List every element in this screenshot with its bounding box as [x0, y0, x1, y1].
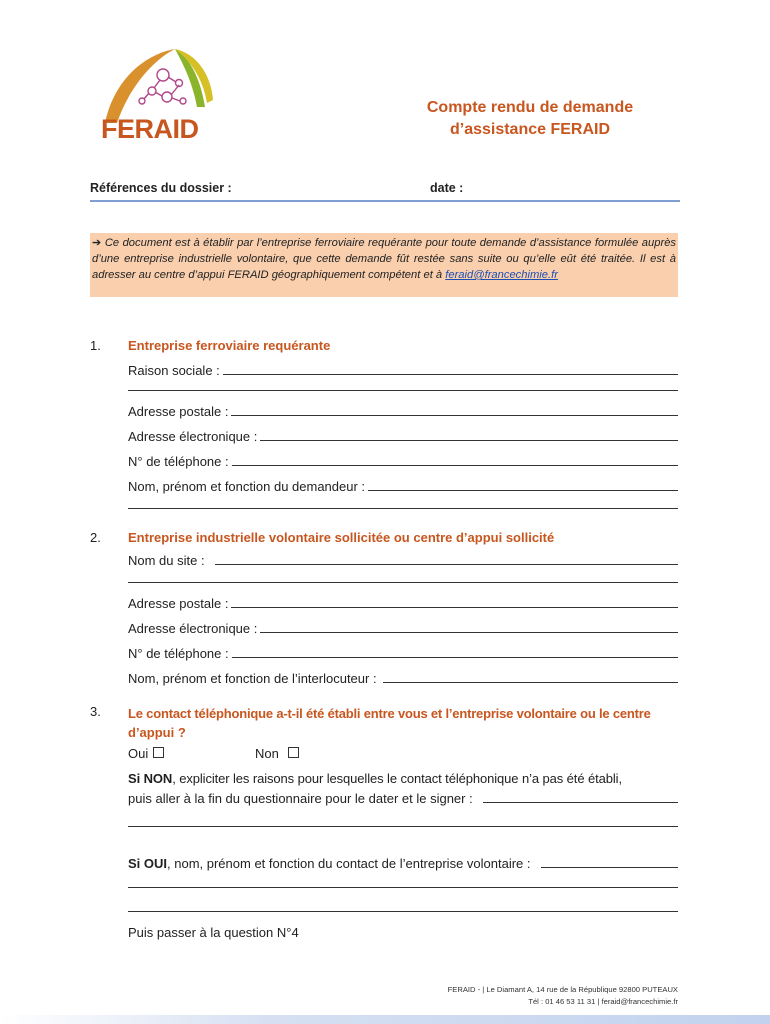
date-label: date : — [430, 181, 464, 195]
section-3-title-line-1: Le contact téléphonique a-t-il été établi entre vous et l’entreprise volontaire ou le centre — [128, 706, 651, 721]
section-3-title-line-2: d’appui ? — [128, 725, 186, 740]
field-line — [541, 866, 679, 868]
arrow-icon: ➔ — [92, 237, 102, 249]
field-label: Adresse postale : — [128, 596, 229, 611]
field-adresse-electronique-2[interactable] — [128, 621, 678, 636]
si-oui-text: , nom, prénom et fonction du contact de l’entreprise volontaire : — [167, 856, 531, 871]
field-demandeur[interactable] — [128, 479, 678, 494]
field-raison-sociale[interactable] — [128, 363, 678, 378]
non-label: Non — [255, 746, 279, 761]
field-telephone[interactable] — [128, 454, 678, 469]
si-oui-bold: Si OUI — [128, 856, 168, 871]
notice-email-link[interactable]: feraid@francechimie.fr — [445, 269, 558, 281]
title-line-2: d’assistance FERAID — [449, 121, 611, 138]
continuation-line — [128, 911, 678, 912]
oui-option[interactable] — [128, 746, 164, 761]
field-adresse-postale[interactable] — [128, 404, 678, 419]
field-label: Nom, prénom et fonction de l’interlocuteur : — [128, 671, 377, 686]
document-title — [400, 97, 660, 141]
notice-text: Ce document est à établir par l’entreprise ferroviaire requérante pour toute demande d’assistance formulée auprès d’une entreprise industrielle volontaire, que cette demande fût restée sans suite ou qu’elle eût été traitée. Il est à adresser au centre d’appui FERAID géographiquement compétent et à — [92, 237, 677, 281]
field-label: Adresse électronique : — [128, 621, 258, 636]
field-line — [368, 489, 678, 491]
field-label: Adresse postale : — [128, 404, 229, 419]
section-1-title: Entreprise ferroviaire requérante — [128, 338, 331, 353]
next-question-instruction: Puis passer à la question N°4 — [128, 925, 299, 940]
oui-checkbox[interactable] — [153, 747, 164, 758]
footer-address: FERAID - | Le Diamant A, 14 rue de la République 92800 PUTEAUX — [447, 985, 678, 994]
logo-wordmark: FERAID — [101, 114, 199, 144]
field-telephone-2[interactable] — [128, 646, 678, 661]
references-divider — [90, 200, 680, 202]
footer-contact: Tél : 01 46 53 11 31 | feraid@francechimie.fr — [528, 997, 678, 1006]
field-si-oui[interactable] — [128, 856, 678, 871]
field-line — [232, 656, 678, 658]
field-line — [260, 439, 678, 441]
field-label: N° de téléphone : — [128, 646, 229, 661]
field-line — [223, 373, 678, 375]
continuation-line — [128, 390, 678, 391]
field-label: Raison sociale : — [128, 363, 220, 378]
references-dossier-label: Références du dossier : — [90, 181, 232, 195]
non-option[interactable] — [255, 746, 299, 761]
section-1-number: 1. — [90, 338, 101, 353]
field-line — [260, 631, 678, 633]
continuation-line — [128, 582, 678, 583]
bottom-decorative-bar — [0, 1015, 770, 1024]
continuation-line — [128, 887, 678, 888]
field-line — [483, 801, 678, 803]
field-line — [383, 681, 678, 683]
non-checkbox[interactable] — [288, 747, 299, 758]
field-label: Nom du site : — [128, 553, 205, 568]
si-non-text-2: puis aller à la fin du questionnaire pour le dater et le signer : — [128, 791, 473, 806]
field-line — [215, 563, 678, 565]
continuation-line — [128, 508, 678, 509]
section-3-number: 3. — [90, 704, 101, 719]
field-label: N° de téléphone : — [128, 454, 229, 469]
si-non-line-1 — [128, 771, 683, 786]
section-3-title — [128, 704, 683, 742]
si-non-bold: Si NON — [128, 771, 173, 786]
section-2-title: Entreprise industrielle volontaire sollicitée ou centre d’appui sollicité — [128, 530, 555, 545]
field-label: Adresse électronique : — [128, 429, 258, 444]
oui-label: Oui — [128, 746, 149, 761]
section-2-number: 2. — [90, 530, 101, 545]
field-nom-du-site[interactable] — [128, 553, 678, 568]
field-line — [231, 414, 678, 416]
notice-box — [90, 233, 678, 297]
field-line — [232, 464, 678, 466]
field-interlocuteur[interactable] — [128, 671, 678, 686]
field-adresse-postale-2[interactable] — [128, 596, 678, 611]
field-line — [231, 606, 678, 608]
si-non-text-1: , expliciter les raisons pour lesquelles le contact téléphonique n’a pas été établi, — [172, 771, 622, 786]
title-line-1: Compte rendu de demande — [426, 99, 634, 116]
field-si-non[interactable] — [128, 791, 678, 806]
field-adresse-electronique[interactable] — [128, 429, 678, 444]
field-label: Nom, prénom et fonction du demandeur : — [128, 479, 366, 494]
continuation-line — [128, 826, 678, 827]
